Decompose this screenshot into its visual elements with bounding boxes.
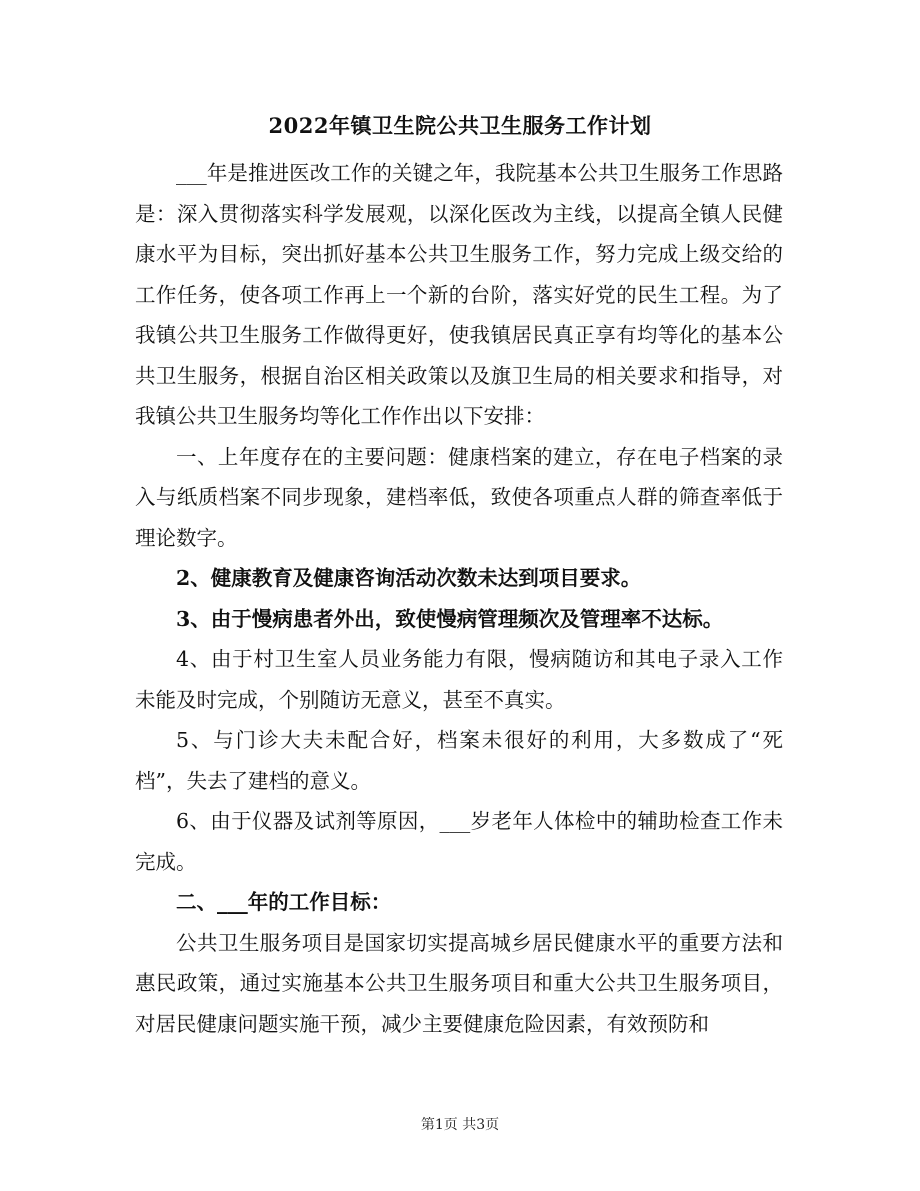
goals-paragraph: 公共卫生服务项目是国家切实提高城乡居民健康水平的重要方法和惠民政策，通过实施基本公共卫生服务项目和重大公共卫生服务项目，对居民健康问题实施干预，减少主要健康危险因素，有效预防和 — [135, 930, 783, 1036]
document-title: 2022年镇卫生院公共卫生服务工作计划 — [268, 113, 652, 138]
issue-paragraph-5: 5、与门诊大夫未配合好，档案未很好的利用，大多数成了“死档”，失去了建档的意义。 — [135, 728, 783, 793]
issue-paragraph-3: 3、由于慢病患者外出，致使慢病管理频次及管理率不达标。 — [176, 606, 724, 631]
document-body — [135, 153, 783, 1044]
issue-paragraph-4: 4、由于村卫生室人员业务能力有限，慢病随访和其电子录入工作未能及时完成，个别随访无意义，甚至不真实。 — [135, 647, 783, 712]
section-heading-goals: 二、___年的工作目标： — [176, 890, 392, 914]
issue-paragraph-6: 6、由于仪器及试剂等原因，___岁老年人体检中的辅助检查工作未完成。 — [135, 809, 783, 874]
issue-paragraph-1: 一、上年度存在的主要问题：健康档案的建立，存在电子档案的录入与纸质档案不同步现象，建档率低，致使各项重点人群的筛查率低于理论数字。 — [135, 444, 783, 550]
issue-paragraph-2: 2、健康教育及健康咨询活动次数未达到项目要求。 — [176, 566, 642, 590]
page-number-footer: 第1页 共3页 — [420, 1117, 500, 1133]
intro-paragraph: ___年是推进医改工作的关键之年，我院基本公共卫生服务工作思路是：深入贯彻落实科学发展观，以深化医改为主线，以提高全镇人民健康水平为目标，突出抓好基本公共卫生服务工作，努力完成上级交给的工作任务，使各项工作再上一个新的台阶，落实好党的民生工程。为了我镇公共卫生服务工作做得更好，使我镇居民真正享有均等化的基本公共卫生服务，根据自治区相关政策以及旗卫生局的相关要求和指导，对我镇公共卫生服务均等化工作作出以下安排： — [135, 161, 783, 428]
